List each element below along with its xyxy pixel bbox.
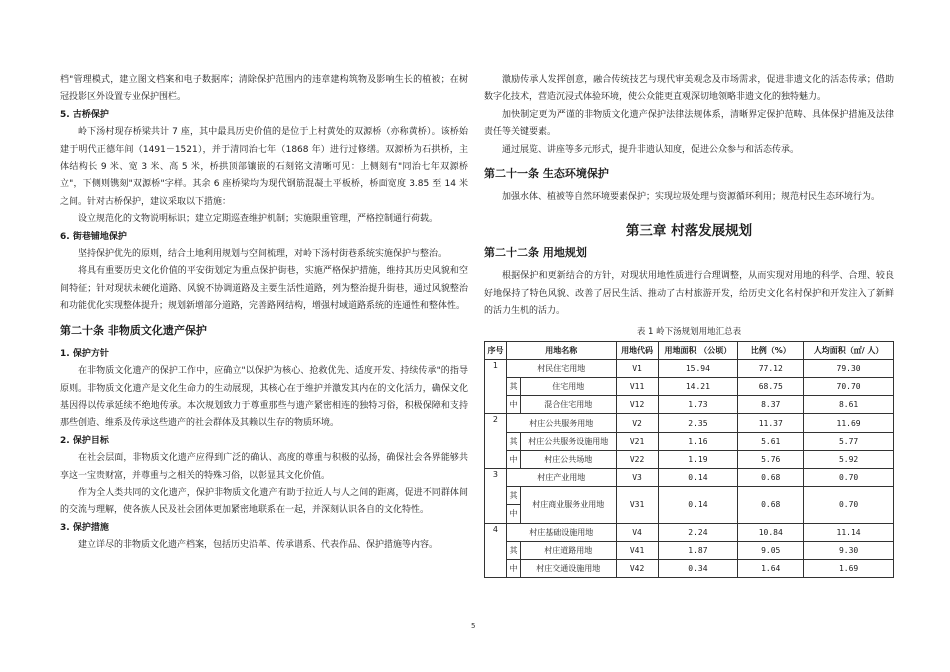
landuse-code: V2 xyxy=(616,414,658,432)
landuse-ratio: 11.37 xyxy=(738,414,804,432)
landuse-name: 村庄商业服务业用地 xyxy=(520,487,616,523)
header-cell: 用地名称 xyxy=(506,341,616,359)
heading-street-paving: 6. 街巷铺地保护 xyxy=(60,231,127,242)
header-cell: 用地面积 （公顷） xyxy=(658,341,738,359)
landuse-ratio: 9.05 xyxy=(738,541,804,559)
landuse-name: 村民住宅用地 xyxy=(506,359,616,377)
row-number: 2 xyxy=(485,414,507,469)
sub-label: 其 xyxy=(506,487,520,505)
table-row xyxy=(485,378,894,396)
landuse-code: V3 xyxy=(616,468,658,486)
landuse-code: V11 xyxy=(616,378,658,396)
landuse-code: V1 xyxy=(616,359,658,377)
landuse-code: V41 xyxy=(616,541,658,559)
article-21-title: 第二十一条 生态环境保护 xyxy=(484,167,609,181)
sub-label: 中 xyxy=(506,450,520,468)
header-cell: 用地代码 xyxy=(616,341,658,359)
sub-label: 中 xyxy=(506,505,520,523)
landuse-table xyxy=(484,341,894,578)
landuse-per-capita: 79.30 xyxy=(804,359,894,377)
landuse-name: 混合住宅用地 xyxy=(520,396,616,414)
landuse-per-capita: 0.70 xyxy=(804,487,894,523)
heading-policy: 1. 保护方针 xyxy=(60,348,109,359)
landuse-ratio: 1.64 xyxy=(738,559,804,577)
paragraph-exhibition: 通过展览、讲座等多元形式，提升非遗认知度，促进公众参与和活态传承。 xyxy=(502,144,800,155)
landuse-per-capita: 11.69 xyxy=(804,414,894,432)
landuse-name: 村庄交通设施用地 xyxy=(520,559,616,577)
landuse-per-capita: 9.30 xyxy=(804,541,894,559)
landuse-ratio: 77.12 xyxy=(738,359,804,377)
landuse-ratio: 5.61 xyxy=(738,432,804,450)
landuse-per-capita: 70.70 xyxy=(804,378,894,396)
landuse-code: V12 xyxy=(616,396,658,414)
landuse-area: 14.21 xyxy=(658,378,738,396)
table-caption: 表 1 岭下汤规划用地汇总表 xyxy=(636,326,742,337)
landuse-code: V4 xyxy=(616,523,658,541)
paragraph-ecology: 加强水体、植被等自然环境要素保护；实现垃圾处理与资源循环利用；规范村民生态环境行为。 xyxy=(502,192,881,203)
landuse-code: V21 xyxy=(616,432,658,450)
landuse-ratio: 0.68 xyxy=(738,487,804,523)
table-row xyxy=(485,450,894,468)
landuse-name: 村庄基础设施用地 xyxy=(506,523,616,541)
landuse-ratio: 8.37 xyxy=(738,396,804,414)
table-row xyxy=(485,541,894,559)
table-row xyxy=(485,359,894,377)
landuse-name: 村庄道路用地 xyxy=(520,541,616,559)
landuse-area: 1.16 xyxy=(658,432,738,450)
table-row xyxy=(485,523,894,541)
landuse-name: 住宅用地 xyxy=(520,378,616,396)
paragraph-archive: 建立详尽的非物质文化遗产档案，包括历史沿革、传承谱系、代表作品、保护措施等内容。 xyxy=(78,540,439,551)
landuse-name: 村庄公共服务设施用地 xyxy=(520,432,616,450)
landuse-per-capita: 8.61 xyxy=(804,396,894,414)
landuse-name: 村庄公共场地 xyxy=(520,450,616,468)
landuse-ratio: 68.75 xyxy=(738,378,804,396)
page-number: 5 xyxy=(471,622,476,630)
chapter-3-title: 第三章 村落发展规划 xyxy=(625,223,753,240)
table-row xyxy=(485,487,894,505)
paragraph-intro: 档"管理模式，建立图文档案和电子数据库；清除保护范围内的违章建构筑物及影响生长的植被；在树冠投影区外设置专业保护围栏。 xyxy=(60,75,468,103)
landuse-ratio: 10.84 xyxy=(738,523,804,541)
paragraph-policy: 在非物质文化遗产的保护工作中，应确立"以保护为核心、抢救优先、适度开发、持续传承"的指导原则。非物质文化遗产是文化生命力的生动展现，其核心在于维护并激发其内在的文化活力，确保文化基因得以传承延续不绝地传承。本次规划致力于尊重那些与遗产紧密相连的独特习俗，积极保障和支持那些创造、维系及传承这些遗产的社会群体及其赖以生存的物质环境。 xyxy=(60,366,468,429)
right-column xyxy=(484,72,894,578)
landuse-area: 0.14 xyxy=(658,487,738,523)
paragraph-bridge-desc: 岭下汤村现存桥梁共计 7 座，其中最具历史价值的是位于上村黄处的双源桥（亦称黄桥）。该桥始建于明代正德年间（1491－1521），并于清同治七年（1868 年）进行过修缮。双源桥为石拱桥，主体结构长 9 米、宽 3 米、高 5 米，桥拱顶部镶嵌的石刻铭文清晰可见：上侧刻有"同治七年双源桥立"，下侧则镌刻"双源桥"字样。其余 6 座桥梁均为现代钢筋混凝土平板桥，桥面宽度 3.85 至 14 米之间。针对古桥保护，建议采取以下措施： xyxy=(60,127,468,207)
row-number: 4 xyxy=(485,523,507,578)
sub-label: 其 xyxy=(506,541,520,559)
landuse-area: 0.34 xyxy=(658,559,738,577)
table-header-row xyxy=(485,341,894,359)
table-row xyxy=(485,396,894,414)
sub-label: 其 xyxy=(506,432,520,450)
landuse-code: V31 xyxy=(616,487,658,523)
landuse-name: 村庄公共服务用地 xyxy=(506,414,616,432)
row-number: 1 xyxy=(485,359,507,414)
paragraph-bridge-measures: 设立规范化的文物说明标识；建立定期巡查维护机制；实施限重管理，严格控制通行荷载。 xyxy=(78,214,439,225)
table-row xyxy=(485,468,894,486)
landuse-per-capita: 0.70 xyxy=(804,468,894,486)
sub-label: 中 xyxy=(506,396,520,414)
header-cell: 人均面积（㎡/ 人） xyxy=(804,341,894,359)
row-number: 3 xyxy=(485,468,507,523)
sub-label: 中 xyxy=(506,559,520,577)
paragraph-street-detail: 将具有重要历史文化价值的平安街划定为重点保护街巷，实施严格保护措施，维持其历史风貌和空间特征；针对现状未硬化道路、风貌不协调道路及主要生活性道路，列为整治提升街巷，通过风貌整治和功能优化实现整体提升；规划新增部分道路，完善路网结构，增强村域道路系统的连通性和整体性。 xyxy=(60,266,468,312)
landuse-per-capita: 11.14 xyxy=(804,523,894,541)
landuse-area: 2.35 xyxy=(658,414,738,432)
landuse-area: 15.94 xyxy=(658,359,738,377)
landuse-area: 2.24 xyxy=(658,523,738,541)
landuse-area: 1.73 xyxy=(658,396,738,414)
paragraph-goal-human: 作为全人类共同的文化遗产，保护非物质文化遗产有助于拉近人与人之间的距离，促进不同群体间的交流与理解，使各族人民及社会团体更加紧密地联系在一起，并深刻认识各自的文化特性。 xyxy=(60,487,468,516)
table-row xyxy=(485,432,894,450)
paragraph-landuse: 根据保护和更新结合的方针，对现状用地性质进行合理调整，从而实现对用地的科学、合理、较良好地保持了特色风貌、改善了居民生活、推动了古村旅游开发，给历史文化名村保护和开发注入了新鲜的活力生机的活力。 xyxy=(484,271,894,317)
landuse-area: 1.87 xyxy=(658,541,738,559)
header-cell: 序号 xyxy=(485,341,507,359)
landuse-name: 村庄产业用地 xyxy=(506,468,616,486)
landuse-ratio: 5.76 xyxy=(738,450,804,468)
article-22-title: 第二十二条 用地规划 xyxy=(484,246,587,260)
landuse-ratio: 0.68 xyxy=(738,468,804,486)
landuse-area: 1.19 xyxy=(658,450,738,468)
landuse-code: V42 xyxy=(616,559,658,577)
heading-goal: 2. 保护目标 xyxy=(60,435,109,446)
landuse-per-capita: 1.69 xyxy=(804,559,894,577)
left-column xyxy=(60,72,468,555)
article-20-title: 第二十条 非物质文化遗产保护 xyxy=(60,323,207,337)
paragraph-inheritor: 激励传承人发挥创意，融合传统技艺与现代审美观念及市场需求，促进非遗文化的活态传承；借助数字化技术，营造沉浸式体验环境，使公众能更直观深切地领略非遗文化的独特魅力。 xyxy=(484,75,894,103)
table-row xyxy=(485,414,894,432)
paragraph-street-principle: 坚持保护优先的原则，结合土地利用规划与空间梳理，对岭下汤村街巷系统实施保护与整治。 xyxy=(78,249,448,260)
heading-measures: 3. 保护措施 xyxy=(60,522,109,533)
landuse-per-capita: 5.77 xyxy=(804,432,894,450)
paragraph-legal: 加快制定更为严谨的非物质文化遗产保护法律法规体系，清晰界定保护范畴、具体保护措施及法律责任等关键要素。 xyxy=(484,109,894,138)
header-cell: 比例（%） xyxy=(738,341,804,359)
paragraph-goal-social: 在社会层面，非物质文化遗产应得到广泛的确认、高度的尊重与积极的弘扬，确保社会各界能够共享这一宝贵财富，并尊重与之相关的特殊习俗，以彰显其文化价值。 xyxy=(60,453,468,481)
table-row xyxy=(485,559,894,577)
landuse-code: V22 xyxy=(616,450,658,468)
landuse-area: 0.14 xyxy=(658,468,738,486)
heading-ancient-bridge: 5. 古桥保护 xyxy=(60,109,109,120)
landuse-per-capita: 5.92 xyxy=(804,450,894,468)
sub-label: 其 xyxy=(506,378,520,396)
